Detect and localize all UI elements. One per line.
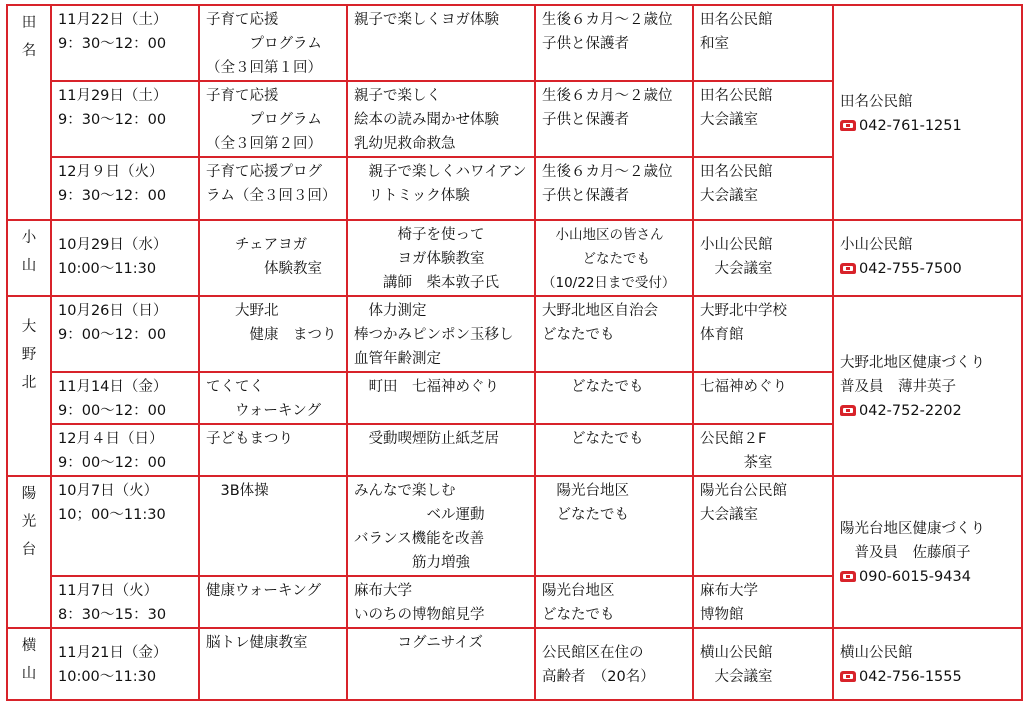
area-tana: 田 名 [7,5,51,220]
target-cell: 生後６カ月〜２歳位 子供と保護者 [535,5,693,81]
target-cell: 陽光台地区 どなたでも [535,576,693,628]
content-cell: 麻布大学 いのちの博物館見学 [347,576,535,628]
venue-cell: 陽光台公民館 大会議室 [693,476,833,576]
date-cell: 10月29日（水） 10:00〜11:30 [51,220,199,296]
phone-number: 042-752-2202 [859,403,962,419]
contact-cell: 横山公民館 042-756-1555 [833,628,1022,700]
program-cell: チェアヨガ 体験教室 [199,220,347,296]
target-cell: どなたでも [535,424,693,476]
contact-cell: 小山公民館 042-755-7500 [833,220,1022,296]
content-cell: 親子で楽しくハワイアン リトミック体験 [347,157,535,220]
venue-cell: 田名公民館 大会議室 [693,81,833,157]
program-cell: てくてく ウォーキング [199,372,347,424]
program-cell: 子育て応援プログ ラム（全３回３回） [199,157,347,220]
date-cell: 11月14日（金） 9：00〜12：00 [51,372,199,424]
phone-number: 042-756-1555 [859,669,962,685]
target-cell: 生後６カ月〜２歳位 子供と保護者 [535,81,693,157]
date-cell: 11月29日（土） 9：30〜12：00 [51,81,199,157]
telephone-icon [840,120,856,131]
contact-cell: 陽光台地区健康づくり 普及員 佐藤頎子 090-6015-9434 [833,476,1022,628]
target-cell: 大野北地区自治会 どなたでも [535,296,693,372]
telephone-icon [840,263,856,274]
content-cell: 体力測定 棒つかみピンポン玉移し 血管年齢測定 [347,296,535,372]
phone-number: 042-761-1251 [859,117,962,134]
telephone-icon [840,671,856,682]
content-cell: 親子で楽しくヨガ体験 [347,5,535,81]
program-cell: 子育て応援 プログラム （全３回第１回） [199,5,347,81]
program-cell: 健康ウォーキング [199,576,347,628]
phone-number: 042-755-7500 [859,261,962,277]
venue-cell: 横山公民館 大会議室 [693,628,833,700]
target-cell: 生後６カ月〜２歳位 子供と保護者 [535,157,693,220]
area-yokodai: 陽 光 台 [7,476,51,628]
date-cell: 12月９日（火） 9：30〜12：00 [51,157,199,220]
venue-cell: 七福神めぐり [693,372,833,424]
venue-cell: 麻布大学 博物館 [693,576,833,628]
content-cell: 受動喫煙防止紙芝居 [347,424,535,476]
date-cell: 12月４日（日） 9：00〜12：00 [51,424,199,476]
content-cell: 親子で楽しく 絵本の読み聞かせ体験 乳幼児救命救急 [347,81,535,157]
date-cell: 10月26日（日） 9：00〜12：00 [51,296,199,372]
program-cell: 3B体操 [199,476,347,576]
program-cell: 大野北 健康 まつり [199,296,347,372]
program-cell: 脳トレ健康教室 [199,628,347,700]
contact-cell: 大野北地区健康づくり 普及員 薄井英子 042-752-2202 [833,296,1022,476]
venue-cell: 小山公民館 大会議室 [693,220,833,296]
program-cell: 子どもまつり [199,424,347,476]
contact-cell: 田名公民館 042-761-1251 [833,5,1022,220]
target-cell: 陽光台地区 どなたでも [535,476,693,576]
venue-cell: 田名公民館 大会議室 [693,157,833,220]
program-cell: 子育て応援 プログラム （全３回第２回） [199,81,347,157]
date-cell: 10月7日（火） 10；00〜11:30 [51,476,199,576]
date-cell: 11月22日（土） 9：30〜12：00 [51,5,199,81]
date-cell: 11月7日（火） 8：30〜15：30 [51,576,199,628]
event-schedule-table [6,4,1023,701]
target-cell: 小山地区の皆さん どなたでも （10/22日まで受付） [535,220,693,296]
content-cell: みんなで楽しむ ベル運動 バランス機能を改善 筋力増強 [347,476,535,576]
venue-cell: 公民館２F 茶室 [693,424,833,476]
telephone-icon [840,571,856,582]
telephone-icon [840,405,856,416]
venue-cell: 田名公民館 和室 [693,5,833,81]
content-cell: コグニサイズ [347,628,535,700]
venue-cell: 大野北中学校 体育館 [693,296,833,372]
area-yokoyama: 横 山 [7,628,51,700]
content-cell: 町田 七福神めぐり [347,372,535,424]
target-cell: どなたでも [535,372,693,424]
area-oyama: 小 山 [7,220,51,296]
phone-number: 090-6015-9434 [859,569,971,585]
target-cell: 公民館区在住の 高齢者 （20名） [535,628,693,700]
date-cell: 11月21日（金） 10:00〜11:30 [51,628,199,700]
content-cell: 椅子を使って ヨガ体験教室 講師 柴本敦子氏 [347,220,535,296]
area-onokita: 大 野 北 [7,296,51,476]
